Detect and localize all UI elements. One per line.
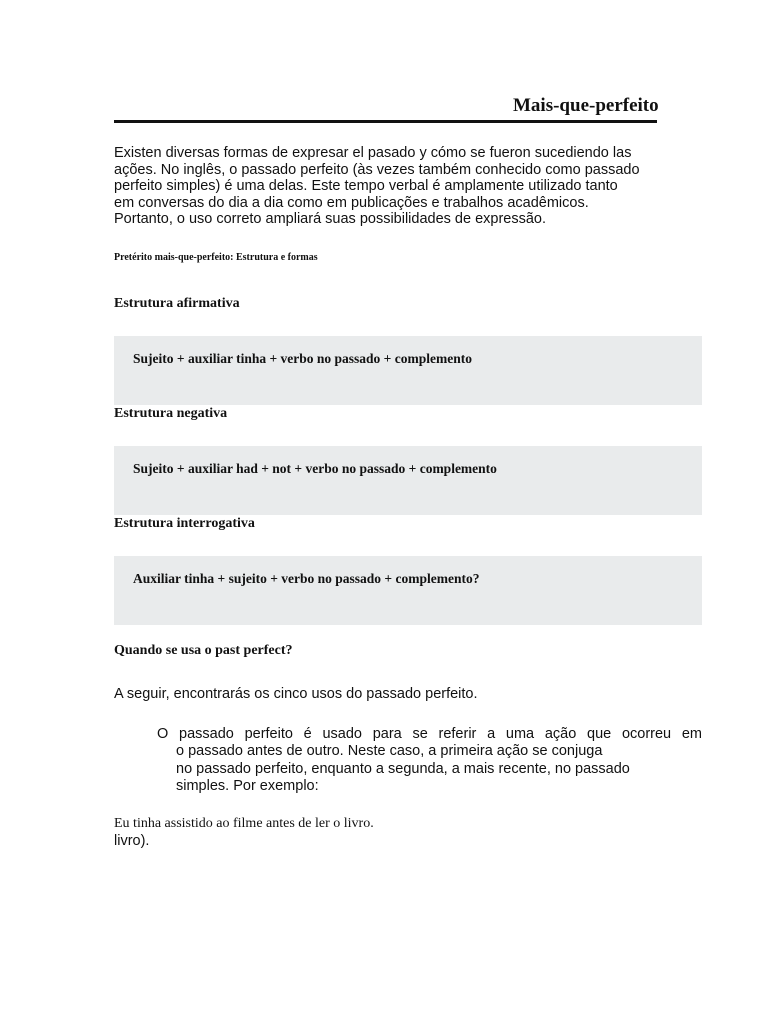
intro-line: Portanto, o uso correto ampliará suas possibilidades de expressão.	[114, 211, 547, 228]
affirmative-heading: Estrutura afirmativa	[114, 296, 240, 311]
interrogative-heading: Estrutura interrogativa	[114, 516, 255, 531]
document-title: Mais-que-perfeito	[513, 95, 659, 116]
usage-item	[157, 726, 702, 796]
usage-item-line: o passado antes de outro. Neste caso, a primeira ação se conjuga	[176, 743, 603, 760]
example-sentence: Eu tinha assistido ao filme antes de ler o livro.	[114, 816, 374, 831]
usage-item-line: O passado perfeito é usado para se referir a uma ação que ocorreu em	[157, 726, 702, 742]
affirmative-formula: Sujeito + auxiliar tinha + verbo no passado + complemento	[133, 351, 472, 366]
usage-intro: A seguir, encontrarás os cinco usos do passado perfeito.	[114, 686, 478, 702]
negative-formula-box	[114, 446, 702, 515]
interrogative-formula-box	[114, 556, 702, 625]
interrogative-formula: Auxiliar tinha + sujeito + verbo no passado + complemento?	[133, 571, 480, 586]
negative-heading: Estrutura negativa	[114, 406, 228, 421]
intro-line: perfeito simples) é uma delas. Este tempo verbal é amplamente utilizado tanto	[114, 178, 618, 195]
affirmative-formula-box	[114, 336, 702, 405]
intro-line: ações. No inglês, o passado perfeito (às vezes também conhecido como passado	[114, 161, 640, 178]
intro-line: em conversas do dia a dia como em publicações e trabalhos acadêmicos.	[114, 194, 589, 211]
usage-item-line: simples. Por exemplo:	[176, 778, 319, 795]
example-tail: livro).	[114, 833, 150, 849]
intro-line: Existen diversas formas de expresar el pasado y cómo se fueron sucediendo las	[114, 145, 632, 161]
section-subtitle: Pretérito mais-que-perfeito: Estrutura e formas	[114, 252, 318, 263]
usage-item-line: no passado perfeito, enquanto a segunda, a mais recente, no passado	[176, 760, 630, 777]
intro-paragraph	[114, 145, 654, 228]
negative-formula: Sujeito + auxiliar had + not + verbo no passado + complemento	[133, 461, 497, 476]
usage-heading: Quando se usa o past perfect?	[114, 643, 293, 658]
title-underline	[114, 120, 657, 123]
